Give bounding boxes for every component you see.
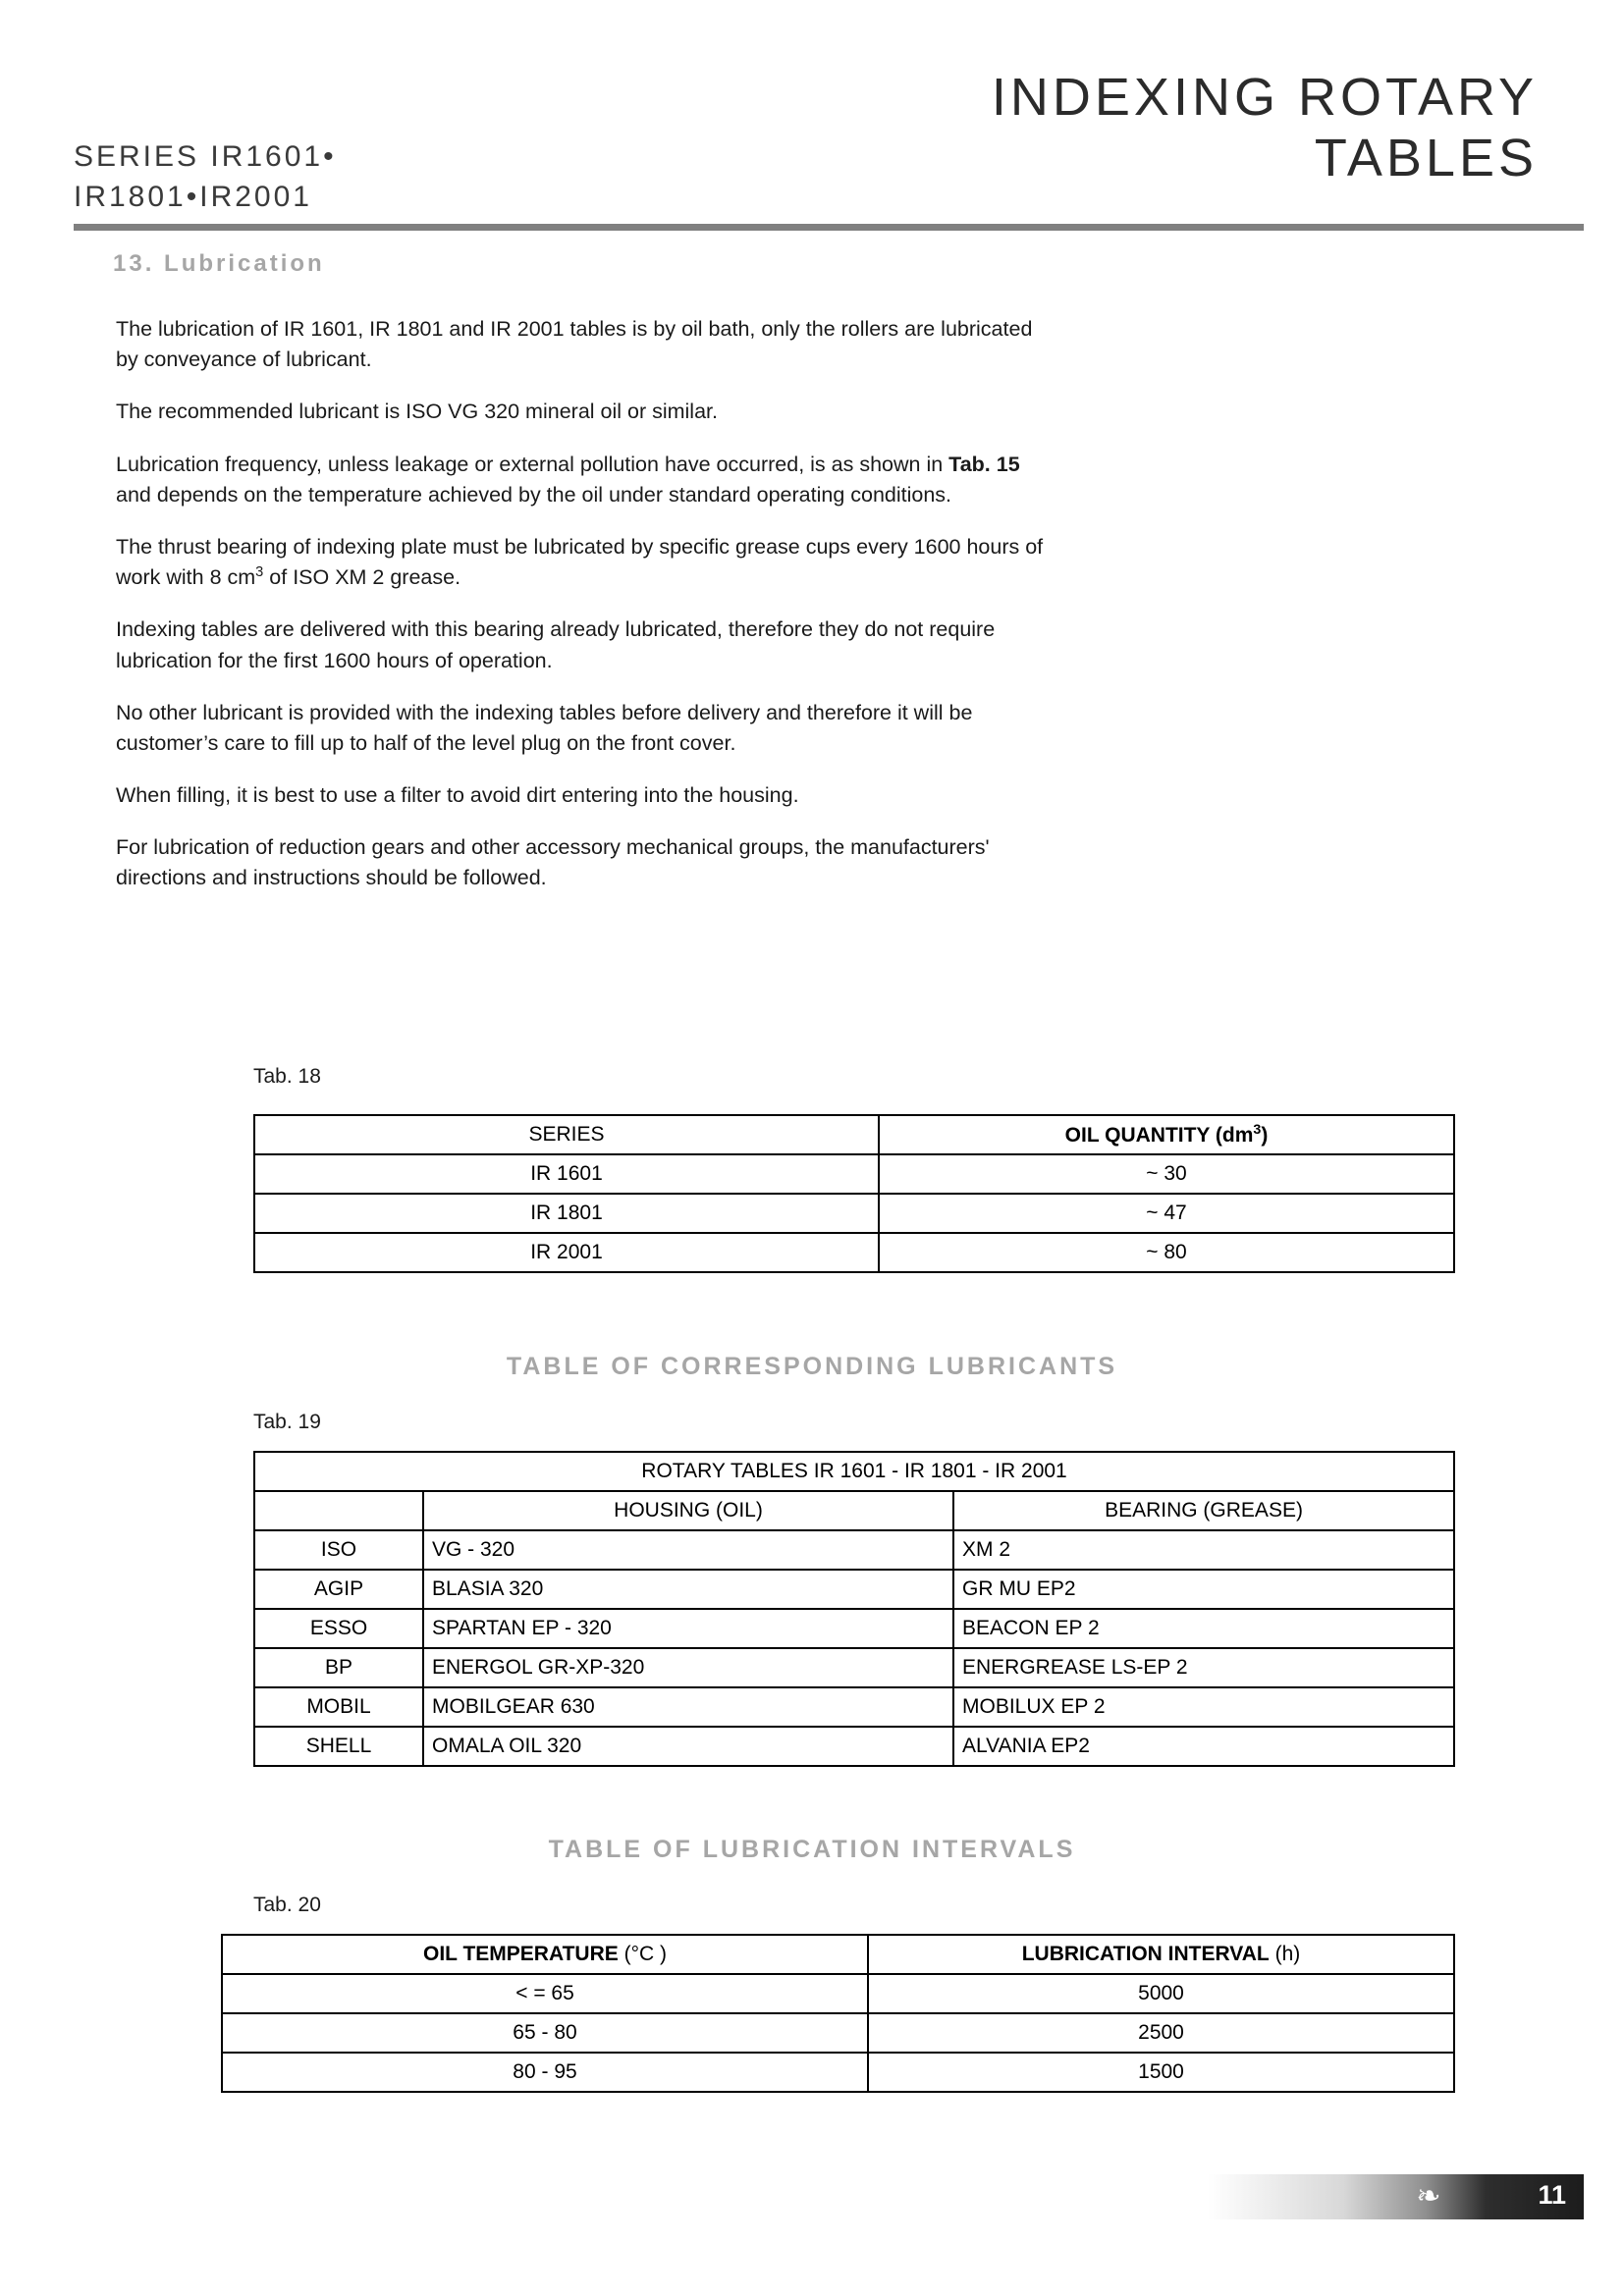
tab18-row1-series: IR 1801 <box>254 1194 879 1233</box>
tab20-header-interval <box>868 1935 1454 1974</box>
tab19-header-blank <box>254 1491 423 1530</box>
tab19-row5-brand: SHELL <box>254 1727 423 1766</box>
header-series-line2: IR1801•IR2001 <box>74 180 312 213</box>
tab20-row1-temperature: 65 - 80 <box>222 2013 868 2053</box>
tab19-row4-housing: MOBILGEAR 630 <box>423 1687 953 1727</box>
tab19-row1-housing: BLASIA 320 <box>423 1570 953 1609</box>
tab19-row1-brand: AGIP <box>254 1570 423 1609</box>
paragraph-7: When filling, it is best to use a filter to avoid dirt entering into the housing. <box>116 783 799 808</box>
tab19-row5-bearing: ALVANIA EP2 <box>953 1727 1454 1766</box>
tab19-table <box>253 1451 1455 1767</box>
paragraph-3-part1: Lubrication frequency, unless leakage or external pollution have occurred, is as shown in <box>116 452 949 476</box>
tab18-header-oil-quantity-main: OIL QUANTITY (dm <box>1064 1124 1254 1147</box>
tab18-header-series: SERIES <box>254 1115 879 1154</box>
header-main-title <box>992 67 1538 188</box>
paragraph-4-part1: The thrust bearing of indexing plate must be lubricated by specific grease cups every 1600 hours of work with 8 cm <box>116 534 1044 590</box>
intervals-table-title: TABLE OF LUBRICATION INTERVALS <box>548 1836 1076 1863</box>
paragraph-5: Indexing tables are delivered with this bearing already lubricated, therefore they do not require lubrication for the first 1600 hours of operation. <box>116 617 996 672</box>
table-row <box>254 1570 1454 1609</box>
tab18-header-oil-quantity-sup: 3 <box>1253 1122 1262 1138</box>
tab19-row3-housing: ENERGOL GR-XP-320 <box>423 1648 953 1687</box>
tab19-row3-brand: BP <box>254 1648 423 1687</box>
header-title-line1: INDEXING ROTARY <box>991 68 1538 127</box>
tab19-row3-bearing: ENERGREASE LS-EP 2 <box>953 1648 1454 1687</box>
table-row <box>222 1974 1454 2013</box>
tab20-table <box>221 1934 1455 2093</box>
table-row <box>222 2053 1454 2092</box>
tab19-row0-bearing: XM 2 <box>953 1530 1454 1570</box>
tab20-row0-temperature: < = 65 <box>222 1974 868 2013</box>
tab20-header-temperature-unit: (°C ) <box>623 1943 667 1965</box>
tab18-row0-quantity: ~ 30 <box>879 1154 1454 1194</box>
table-row <box>254 1233 1454 1272</box>
table-row <box>254 1530 1454 1570</box>
table-header-row <box>222 1935 1454 1974</box>
tab20-row2-interval: 1500 <box>868 2053 1454 2092</box>
tab18-header-oil-quantity-tail: ) <box>1261 1124 1269 1147</box>
paragraph-3-reference: Tab. 15 <box>948 452 1020 476</box>
paragraph-3 <box>116 450 1058 510</box>
table-header-row <box>254 1452 1454 1491</box>
tab18-row0-series: IR 1601 <box>254 1154 879 1194</box>
header-title-line2: TABLES <box>1314 129 1538 188</box>
paragraph-8: For lubrication of reduction gears and other accessory mechanical groups, the manufacturers' directions and instructions should be followed. <box>116 835 990 890</box>
header-series-line1: SERIES IR1601• <box>74 140 337 173</box>
table-row <box>254 1609 1454 1648</box>
tab18-label: Tab. 18 <box>253 1065 321 1088</box>
page-header <box>0 0 1624 231</box>
tab18-header-oil-quantity <box>879 1115 1454 1154</box>
body-text-column <box>116 314 1098 916</box>
tab18-row1-quantity: ~ 47 <box>879 1194 1454 1233</box>
tab18-table <box>253 1114 1455 1273</box>
paragraph-6: No other lubricant is provided with the indexing tables before delivery and therefore it will be customer’s care to fill up to half of the level plug on the front cover. <box>116 700 973 755</box>
tab19-row2-bearing: BEACON EP 2 <box>953 1609 1454 1648</box>
page-number: 11 <box>1538 2180 1566 2210</box>
tab19-row5-housing: OMALA OIL 320 <box>423 1727 953 1766</box>
tab20-row0-interval: 5000 <box>868 1974 1454 2013</box>
tab19-header-bearing: BEARING (GREASE) <box>953 1491 1454 1530</box>
header-divider <box>74 224 1584 231</box>
paragraph-3-part2: and depends on the temperature achieved by the oil under standard operating conditions. <box>116 482 952 507</box>
tab19-row0-housing: VG - 320 <box>423 1530 953 1570</box>
tab19-row2-brand: ESSO <box>254 1609 423 1648</box>
page-footer <box>1208 2174 1584 2219</box>
table-header-row <box>254 1491 1454 1530</box>
paragraph-2: The recommended lubricant is ISO VG 320 mineral oil or similar. <box>116 400 718 424</box>
tab18-row2-series: IR 2001 <box>254 1233 879 1272</box>
table-row <box>254 1687 1454 1727</box>
section-heading: 13. Lubrication <box>113 250 325 277</box>
tab20-header-interval-unit: (h) <box>1274 1943 1301 1965</box>
company-logo-icon: ❧ <box>1416 2179 1441 2214</box>
paragraph-4-exponent: 3 <box>255 564 264 581</box>
tab20-row2-temperature: 80 - 95 <box>222 2053 868 2092</box>
table-row <box>254 1154 1454 1194</box>
tab19-row2-housing: SPARTAN EP - 320 <box>423 1609 953 1648</box>
tab19-row1-bearing: GR MU EP2 <box>953 1570 1454 1609</box>
lubricants-table-title: TABLE OF CORRESPONDING LUBRICANTS <box>506 1353 1118 1380</box>
table-row <box>254 1194 1454 1233</box>
table-row <box>254 1648 1454 1687</box>
tab20-header-temperature-main: OIL TEMPERATURE <box>423 1943 619 1965</box>
tab18-row2-quantity: ~ 80 <box>879 1233 1454 1272</box>
tab19-row0-brand: ISO <box>254 1530 423 1570</box>
table-row <box>222 2013 1454 2053</box>
tab19-label: Tab. 19 <box>253 1411 321 1433</box>
paragraph-4-part2: of ISO XM 2 grease. <box>263 565 461 590</box>
tab20-label: Tab. 20 <box>253 1894 321 1916</box>
tab19-row4-bearing: MOBILUX EP 2 <box>953 1687 1454 1727</box>
tab19-header-housing: HOUSING (OIL) <box>423 1491 953 1530</box>
header-series-title <box>74 137 337 217</box>
table-header-row <box>254 1115 1454 1154</box>
tab20-header-temperature <box>222 1935 868 1974</box>
tab19-row4-brand: MOBIL <box>254 1687 423 1727</box>
tab19-span-header: ROTARY TABLES IR 1601 - IR 1801 - IR 2001 <box>254 1452 1454 1491</box>
paragraph-1: The lubrication of IR 1601, IR 1801 and IR 2001 tables is by oil bath, only the rollers are lubricated by conveyance of lubricant. <box>116 317 1033 372</box>
tab20-header-interval-main: LUBRICATION INTERVAL <box>1021 1943 1270 1965</box>
tab20-row1-interval: 2500 <box>868 2013 1454 2053</box>
table-row <box>254 1727 1454 1766</box>
paragraph-4 <box>116 532 1058 594</box>
